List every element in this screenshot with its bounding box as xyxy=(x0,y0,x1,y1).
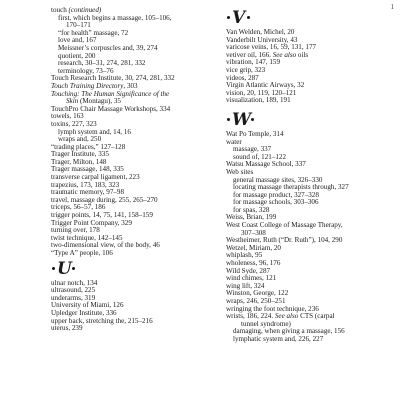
entry-text: TouchPro Chair Massage Workshops, 334 xyxy=(51,104,171,113)
right-column xyxy=(226,7,398,344)
entry-text: quotient, 200 xyxy=(58,51,96,60)
entry-text: Weiss, Brian, 199 xyxy=(226,213,277,222)
entry-text: two-dimensional view, of the body, 46 xyxy=(51,241,160,250)
section-heading-u xyxy=(51,258,201,280)
entry-text: ulnar notch, 134 xyxy=(51,278,98,287)
entry-text: touch xyxy=(51,6,69,14)
entry-text: See also xyxy=(272,50,297,59)
entry-text: wraps, 246, 250–251 xyxy=(226,297,286,305)
entry-text: lymph system and, 14, 16 xyxy=(58,127,131,136)
entry-text: West Coast College of Massage Therapy, xyxy=(226,221,343,230)
entry-text: turning over, 178 xyxy=(51,226,100,235)
heading-dot-left xyxy=(52,267,55,270)
index-entry xyxy=(226,336,398,344)
entry-text: love and, 167 xyxy=(58,36,97,45)
heading-dot-right xyxy=(251,118,254,121)
corner-mark: 1 xyxy=(390,3,394,11)
entry-text: Skin xyxy=(66,97,79,106)
entry-text: triceps, 56–57, 186 xyxy=(51,203,106,212)
heading-dot-right xyxy=(72,267,75,270)
entry-text: 170–171 xyxy=(66,21,91,30)
entry-text: wrists, 186, 224. xyxy=(226,312,275,321)
entry-text: water xyxy=(226,137,242,146)
entry-text: research, 30–31, 274, 281, 332 xyxy=(58,59,146,68)
entry-text: general massage sites, 326–330 xyxy=(233,175,323,184)
section-heading-w xyxy=(226,109,398,131)
entry-text: Touch Research Institute, 30, 274, 281, 332 xyxy=(51,74,175,83)
u-entries xyxy=(51,280,201,333)
index-entry xyxy=(226,131,398,139)
entry-text: upper back, stretching the, 215–216 xyxy=(51,316,153,325)
entry-text: lymphatic system and, 226, 227 xyxy=(233,334,324,343)
entry-text: underarms, 319 xyxy=(51,293,96,302)
entry-text: locating massage therapists through, 327 xyxy=(233,183,349,192)
entry-text: first, which begins a massage, 105–106, xyxy=(58,13,172,22)
entry-text: visualization, 189, 191 xyxy=(226,96,291,105)
entry-text: (continued) xyxy=(68,6,102,14)
entry-text: vibration, 147, 159 xyxy=(226,58,280,67)
entry-text: uterus, 239 xyxy=(51,324,83,333)
entry-text: ultrasound, 225 xyxy=(51,286,96,295)
heading-dot-left xyxy=(227,118,230,121)
entry-text: vision, 20, 119, 120–121 xyxy=(226,88,297,97)
left-column xyxy=(51,7,201,333)
entry-text: Westheimer, Ruth (“Dr. Ruth”), 104, 290 xyxy=(226,236,343,245)
section-heading-v xyxy=(226,7,398,29)
entry-text: Touching: The Human Significance of the xyxy=(51,89,170,98)
entry-text: Meissner’s corpuscles and, 39, 274 xyxy=(58,43,158,52)
entry-text: Virgin Atlantic Airways, 32 xyxy=(226,81,305,90)
entry-text: oils xyxy=(296,50,309,59)
entry-text: towels, 163 xyxy=(51,112,84,121)
entry-text: whiplash, 95 xyxy=(226,251,263,260)
entry-text: Wild Syde, 287 xyxy=(226,266,271,275)
entry-text: vetiver oil, 166. xyxy=(226,50,273,59)
entry-text: toxins, 227, 323 xyxy=(51,119,97,128)
section-letter: U xyxy=(57,258,72,279)
heading-dot-right xyxy=(247,16,250,19)
entry-text: Wetzel, Miriam, 20 xyxy=(226,243,281,252)
entry-text: University of Miami, 126 xyxy=(51,301,124,310)
index-entry xyxy=(51,250,201,258)
entry-text: “for health” massage, 72 xyxy=(58,28,129,37)
entry-text: wing lift, 324 xyxy=(226,281,265,290)
entry-text: travel, massage during, 255, 265–270 xyxy=(51,195,158,204)
v-entries xyxy=(226,29,398,105)
entry-text: for spas, 328 xyxy=(233,205,270,214)
entry-text: videos, 287 xyxy=(226,73,259,82)
heading-dot-left xyxy=(227,16,230,19)
entry-text: “Type A” people, 106 xyxy=(51,249,113,257)
section-letter: W xyxy=(232,109,252,130)
w-entries xyxy=(226,131,398,344)
entry-text: transverse carpal ligament, 223 xyxy=(51,173,140,182)
entry-text: (Montagu), 35 xyxy=(78,97,121,106)
section-letter: V xyxy=(232,8,246,28)
entry-text: sound of, 121–122 xyxy=(233,152,287,161)
entry-text: “trading places,” 127–128 xyxy=(51,142,126,151)
entry-text: wind chimes, 121 xyxy=(226,274,277,283)
entry-text: Trager, Milton, 148 xyxy=(51,157,107,166)
entry-text: Watsu Massage School, 337 xyxy=(226,160,306,169)
entry-text: CTS (carpal xyxy=(298,312,335,321)
entry-text: varicose veins, 16, 59, 131, 177 xyxy=(226,43,317,52)
entry-text: wringing the foot technique, 236 xyxy=(226,304,319,313)
entry-text: wraps and, 250 xyxy=(58,135,102,144)
entry-text: Vanderbilt University, 43 xyxy=(226,35,298,44)
entry-text: trigger points, 14, 75, 141, 158–159 xyxy=(51,211,153,220)
entry-text: trapezius, 173, 183, 323 xyxy=(51,180,120,189)
entry-text: Winston, George, 122 xyxy=(226,289,289,298)
entry-text: massage, 337 xyxy=(233,145,272,154)
entry-text: Trigger Point Company, 329 xyxy=(51,218,132,227)
entry-text: terminology, 73–76 xyxy=(58,66,114,75)
entry-text: Wat Po Temple, 314 xyxy=(226,129,284,138)
entry-text: twist technique, 142–145 xyxy=(51,233,123,242)
entry-text: vice grip, 323 xyxy=(226,65,266,74)
entry-text: Upledger Institute, 336 xyxy=(51,308,117,317)
entry-text: for massage schools, 303–306 xyxy=(233,198,319,207)
entry-text: wholeness, 96, 176 xyxy=(226,259,281,268)
entry-text: damaging, when giving a massage, 156 xyxy=(233,327,345,336)
entry-text: Van Welden, Michel, 20 xyxy=(226,28,295,36)
entry-text: for massage product, 327–328 xyxy=(233,190,319,199)
entry-text: Trager massage, 148, 335 xyxy=(51,165,124,174)
entry-text: traumatic memory, 97–98 xyxy=(51,188,125,197)
entry-text: tunnel syndrome) xyxy=(241,319,291,328)
entry-text: Touch Training Directory xyxy=(51,81,124,90)
entry-text: See also xyxy=(274,312,299,321)
entry-text: Trager Institute, 335 xyxy=(51,150,109,159)
entry-text: Web sites xyxy=(226,167,254,176)
entry-text: , 303 xyxy=(123,81,138,90)
entry-text: 307–308 xyxy=(241,228,266,237)
index-entry xyxy=(226,97,398,105)
t-entries xyxy=(51,7,201,258)
index-entry xyxy=(51,325,201,333)
